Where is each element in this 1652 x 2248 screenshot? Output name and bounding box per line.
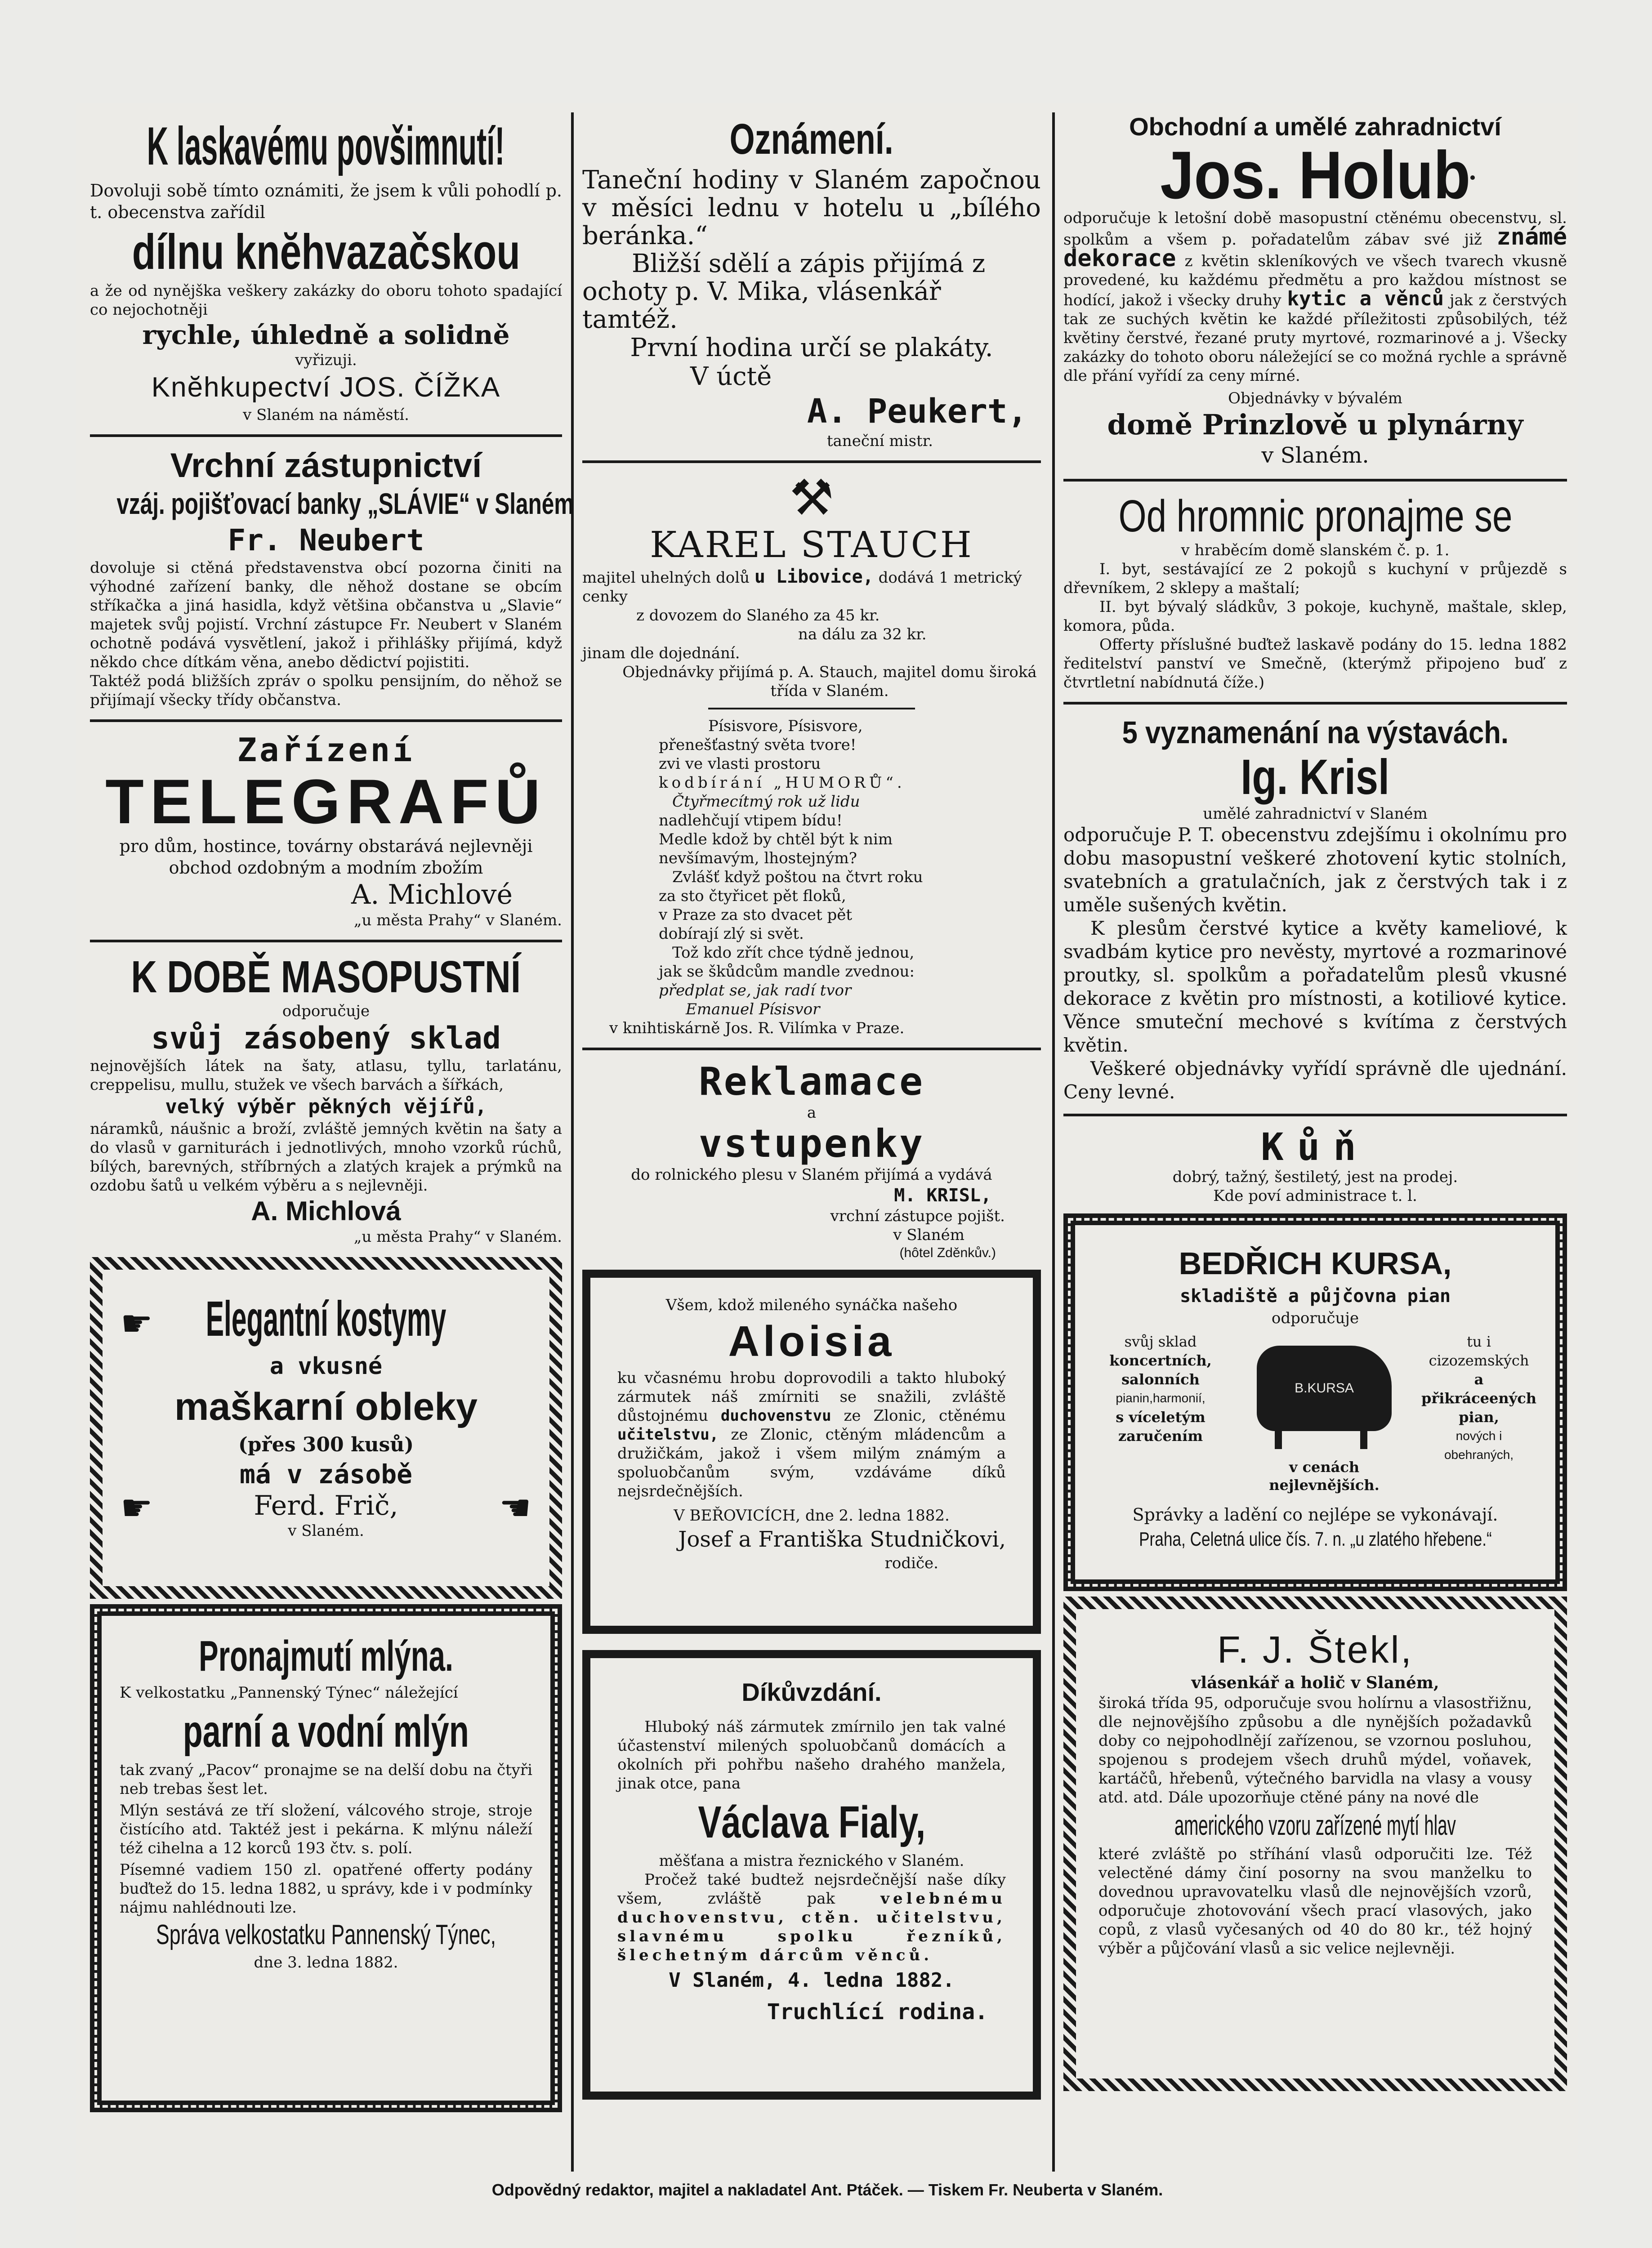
ad-stauch-text1b: dodává 1 metrický cenky xyxy=(582,569,1022,606)
column-2 xyxy=(582,103,1041,2100)
ad-cizek-title: K laskavému povšimnutí! xyxy=(147,116,505,176)
ad-peukert-title: Oznámení. xyxy=(729,115,894,163)
ad-holub-text: odporučuje k letošní době masopustní ctěnému obecenstvu, sl. spolkům a všem p. pořadatelům zábav své již xyxy=(1063,209,1567,249)
ad-neubert-subtitle: vzáj. pojišťovací banky „SLÁVIE“ v Slaném xyxy=(116,487,574,520)
ad-krisl-tickets-name: M. KRISL, xyxy=(894,1185,991,1206)
ad-kursa-name: BEDŘICH KURSA, xyxy=(1179,1246,1452,1281)
pointing-hand-icon: ☛ xyxy=(499,1487,531,1529)
ad-fialy-name: Václava Fialy, xyxy=(698,1797,925,1847)
ad-holub-place: v Slaném. xyxy=(1261,443,1369,468)
divider xyxy=(582,1048,1041,1050)
poem-line: Čtyřmecítmý rok už lidu xyxy=(672,793,860,811)
poem-line: v knihtiskárně Jos. R. Vilímka v Praze. xyxy=(609,1019,905,1037)
ad-fialy-signature: Truchlící rodina. xyxy=(767,1999,988,2025)
poem-line: zvi ve vlasti prostoru xyxy=(659,755,821,773)
ad-telegraf xyxy=(90,732,562,930)
ad-cizek-place: v Slaném na náměstí. xyxy=(243,406,409,424)
poem-line: předplat se, jak radí tvor xyxy=(659,981,852,999)
ad-krisl-tickets-text: do rolnického plesu v Slaném přijímá a vydává xyxy=(631,1166,992,1184)
ad-telegraf-name: A. Michlové xyxy=(351,879,513,910)
ad-telegraf-text: pro dům, hostince, továrny obstarává nejlevněji obchod ozdobným a modním zbožím xyxy=(119,836,533,878)
ad-fric-sub: a vkusné xyxy=(269,1353,383,1380)
ad-hromnic-offers: Offerty příslušné buďtež laskavě podány do 15. ledna 1882 ředitelství panství ve Smečně, (kterýmž připojeno buď z čtvrtletní nabídnutá číže.) xyxy=(1063,636,1567,691)
poem-line: za sto čtyřicet pět floků, xyxy=(659,887,846,905)
ad-kursa xyxy=(1063,1213,1567,1591)
ad-kun-text: dobrý, tažný, šestiletý, jest na prodej. xyxy=(1172,1168,1458,1186)
ad-krisl-flowers-text3: Veškeré objednávky vyřídí správně dle ujednání. Ceny levné. xyxy=(1063,1057,1567,1103)
ad-kursa-rec: odporučuje xyxy=(1271,1309,1359,1327)
divider xyxy=(582,460,1041,463)
divider xyxy=(1063,479,1567,482)
poem-line: jak se škůdcům mandle zvednou: xyxy=(659,963,915,981)
ad-krisl-tickets-hotel: (hôtel Zděnkův.) xyxy=(899,1245,996,1260)
poem-line: Tož kdo zřít chce týdně jednou, xyxy=(672,944,915,962)
ad-stauch-price1: z dovozem do Slaného za 45 kr. xyxy=(636,607,880,624)
ad-peukert-name: A. Peukert, xyxy=(807,392,1027,431)
ad-kursa-right3: nových i obehraných, xyxy=(1444,1429,1514,1462)
ad-aloisia-text3: ze Zlonic, ctěným mládencům a družičkám, jakož i všem milým známým a spoluobčanům svým, vzdáváme díků nejsrdečnějších. xyxy=(617,1426,1006,1500)
ad-telegraf-place: „u města Prahy“ v Slaném. xyxy=(353,911,562,929)
ad-holub-text2: z květin skleníkových ve všech tvarech vkusně provedené, ku každému předmětu a pro každou místnost se hodící, jakož i všecky druhy xyxy=(1063,252,1567,309)
poem-line: dobírají zlý si svět. xyxy=(659,925,804,943)
ad-stauch-price2: na dálu za 32 kr. xyxy=(798,625,927,643)
ad-poem xyxy=(582,717,1041,1038)
ad-masopust-text: nejnovějších látek na šaty, atlasu, tyllu, tarlatánu, creppelisu, mullu, stužek ve všech barvách a šířkách, xyxy=(90,1057,562,1094)
ad-stekl-text2: které zvláště po stříhání vlasů odporučiti lze. Též velectěné dámy činí posorny na svou manželku to dovednou upravovatelku vlasů dle nejnovějších vzorů, odporučuje zhotovování všech prací vlasových, jako copů, z vlasů vyčesaných od 40 do 80 kr., též hojný výběr a půjčování vlasů a sic velice nejlevněji. xyxy=(1098,1845,1532,1958)
ad-stauch-text3: Objednávky přijímá p. A. Stauch, majitel domu široká třída v Slaném. xyxy=(622,663,1037,700)
ad-aloisia-text2: ze Zlonic, ctěnému xyxy=(844,1407,1006,1425)
divider xyxy=(90,434,562,437)
ad-masopust-title: K DOBĚ MASOPUSTNÍ xyxy=(131,952,521,1002)
ad-kun-title: Kůň xyxy=(1261,1125,1370,1169)
ad-fric xyxy=(90,1257,562,1599)
ad-mlyn-text4: Písemné vadiem 150 zl. opatřené offerty podány buďtež do 15. ledna 1882, u správy, kde i v podmínky nájmu nahlédnouti lze. xyxy=(120,1861,532,1917)
ad-masopust xyxy=(90,952,562,1246)
ad-aloisia-emph2: učitelstvu, xyxy=(617,1426,719,1444)
divider xyxy=(1063,702,1567,705)
ad-kursa-left2: koncertních, salonních xyxy=(1109,1352,1212,1388)
ad-hromnic-item1: I. byt, sestávající ze 2 pokojů s kuchyní v průjezdě s dřevníkem, 2 sklepy a maštalí; xyxy=(1063,560,1567,597)
ad-stekl-name: F. J. Štekl, xyxy=(1217,1628,1413,1671)
ad-stekl-headline: amerického vzoru zařízené mytí hlav xyxy=(1174,1810,1456,1841)
ad-holub-kicker: Obchodní a umělé zahradnictví xyxy=(1129,112,1501,141)
ad-fialy-date: V Slaném, 4. ledna 1882. xyxy=(669,1969,955,1992)
ad-mlyn-signature: Správa velkostatku Pannenský Týnec, xyxy=(156,1919,496,1950)
ad-fialy-title: Díkůvzdání. xyxy=(741,1678,882,1706)
poem-line: přenešťastný světa tvore! xyxy=(659,736,857,754)
ad-krisl-flowers xyxy=(1063,714,1567,1104)
ad-aloisia-name: Aloisia xyxy=(728,1317,895,1365)
poem-line: nevšímavým, lhostejným? xyxy=(659,849,857,867)
ad-stauch xyxy=(582,469,1041,700)
ad-hromnic-title: Od hromnic pronajme se xyxy=(1118,491,1512,541)
ad-cizek-headline: dílnu knĕhvazačskou xyxy=(132,224,520,280)
ad-masopust-name: A. Michlová xyxy=(251,1196,401,1226)
ad-stekl xyxy=(1063,1597,1567,2091)
ad-kursa-price: v cenách nejlevnějších. xyxy=(1269,1459,1380,1494)
ad-kursa-piano-label: B.KURSA xyxy=(1295,1381,1354,1396)
column-rule-left xyxy=(571,112,574,2172)
ad-krisl-tickets-headline: vstupenky xyxy=(699,1121,924,1166)
column-3 xyxy=(1063,103,1567,2091)
ad-kursa-left4: s víceletým zaručením xyxy=(1116,1409,1206,1445)
ad-peukert-regards: V úctě xyxy=(690,362,772,391)
ad-fric-count: (přes 300 kusů) xyxy=(238,1433,414,1456)
column-rule-right xyxy=(1052,112,1055,2172)
ad-fric-title: Elegantní kostymy xyxy=(205,1291,446,1347)
piano-icon xyxy=(1257,1346,1392,1431)
ad-peukert-text: Taneční hodiny v Slaném započnou v měsíci lednu v hotelu u „bílého beránka.“ xyxy=(582,165,1041,250)
ad-cizek-text2: a že od nynějška veškery zakázky do oboru tohoto spadající co nejochotněji xyxy=(90,282,562,319)
imprint-footer: Odpovědný redaktor, majitel a nakladatel Ant. Ptáček. — Tiskem Fr. Neuberta v Slaném. xyxy=(491,2181,1163,2199)
ad-peukert-text2: Bližší sdělí a zápis přijímá z ochoty p. V. Mika, vlásenkář tamtéž. xyxy=(582,249,986,334)
ad-fric-name: Ferd. Frič, xyxy=(254,1490,398,1521)
ad-holub-orders: Objednávky v bývalém xyxy=(1228,389,1402,407)
divider xyxy=(1063,1114,1567,1116)
ad-telegraf-title1: Zařízení xyxy=(237,731,415,769)
ad-neubert-name: Fr. Neubert xyxy=(228,523,424,558)
pointing-hand-icon: ☛ xyxy=(121,1487,153,1529)
ad-fialy-emph: velebnému duchovenstvu, ctěn. učitelstvu, slavnému spolku řezníků, šlechetným dárcům věnců. xyxy=(617,1890,1006,1964)
ad-mlyn-text1: K velkostatku „Pannenský Týnec“ náležející xyxy=(120,1684,458,1702)
ad-krisl-tickets-role: vrchní zástupce pojišt. xyxy=(830,1207,1005,1225)
ad-neubert-text: dovoluje si ctěná představenstva obcí pozorna činiti na výhodné zařízení banky, dle něhož dostane se obcím stříkačka a jiná hasidla, když většina občanstva u „Slavie“ majetek svůj pojistí. Vrchní zástupce Fr. Neubert v Slaném ochotně podává vysvětlení, jakož i přihlášky přijímá, když někdo chce dítkám věna, anebo dědictví pojistiti. xyxy=(90,559,562,671)
ad-stekl-text: široká třída 95, odporučuje svou holírnu a vlasostřižnu, dle nejnovějšího způsobu a dle nynějších požadavků doby co nejpohodlnějí zařízenou, se vzornou posluhou, spojenou s prodejem všech druhů mýdel, voňavek, kartáčů, hřebenů, výtečného barvidla na vlasy a vousy atd. atd. Dále upozorňuje ctěné pány na nové dle xyxy=(1098,1694,1532,1806)
ad-krisl-tickets-place: v Slaném xyxy=(893,1226,964,1244)
divider xyxy=(708,708,915,709)
ad-peukert xyxy=(582,103,1041,450)
ad-kursa-right2: a přikráceených pian, xyxy=(1421,1371,1536,1426)
ad-krisl-tickets xyxy=(582,1060,1041,1262)
poem-line: Medle kdož by chtěl být k nim xyxy=(659,830,893,848)
ad-neubert-text2: Taktéž podá bližších zpráv o spolku pensijním, do něhož se přijímají všecky třídy občanstva. xyxy=(90,672,562,709)
ad-cizek-emph: rychle, úhledně a solidně xyxy=(142,320,510,350)
ad-peukert-role: taneční mistr. xyxy=(826,432,933,450)
ad-krisl-flowers-name: Ig. Krisl xyxy=(1241,749,1390,805)
ad-kursa-sub: skladiště a půjčovna pian xyxy=(1179,1286,1451,1307)
ad-masopust-place: „u města Prahy“ v Slaném. xyxy=(353,1228,562,1246)
ad-krisl-flowers-sub: umělé zahradnictví v Slaném xyxy=(1203,805,1428,823)
ad-aloisia-role: rodiče. xyxy=(884,1554,938,1572)
ad-hromnic-item2: II. byt bývalý sládkův, 3 pokoje, kuchyně, maštale, sklep, komora, půda. xyxy=(1063,598,1567,635)
ad-fric-place: v Slaném. xyxy=(288,1522,364,1540)
hammer-and-pick-icon: ⚒ xyxy=(789,469,834,526)
ad-stauch-title: KAREL STAUCH xyxy=(650,524,973,566)
poem-line: Zvlášť když poštou na čtvrt roku xyxy=(672,868,923,886)
ad-aloisia-emph1: duchovenstvu xyxy=(720,1407,831,1425)
ad-aloisia-intro: Všem, kdož mileného synáčka našeho xyxy=(665,1296,958,1314)
ad-holub-text3: jak z čerstvých tak ze suchých květin ke každé příležitosti způsobilých, též květiny čerstvé, řezané pruty myrtové, rozmarinové a j. Všecky zakázky do tohoto oboru náležející se co možná rychle a správně dle přání vyřídí za ceny mírné. xyxy=(1063,291,1567,385)
poem-line: nadlehčují vtipem bídu! xyxy=(659,812,843,830)
ad-cizek-signature: Knĕhkupectví JOS. ČÍŽKA xyxy=(151,372,501,403)
ad-masopust-sub: odporučuje xyxy=(282,1002,370,1020)
ad-fric-headline: maškarní obleky xyxy=(174,1385,478,1428)
ad-neubert-title: Vrchní zástupnictví xyxy=(170,446,482,485)
column-1 xyxy=(90,103,574,2112)
ad-masopust-emph: velký výběr pěkných vějířů, xyxy=(165,1095,487,1118)
ad-holub xyxy=(1063,103,1567,469)
ad-kursa-repairs: Správky a ladění co nejlépe se vykonávají. xyxy=(1132,1505,1498,1525)
ad-krisl-flowers-text: odporučuje P. T. obecenstvu zdejšímu i okolnímu pro dobu masopustní veškeré zhotovení kytic stolních, svatebních a gratulačních, jak z čerstvých tak i z uměle sušených květin. xyxy=(1063,824,1567,916)
ad-krisl-tickets-title: Reklamace xyxy=(699,1059,924,1104)
ad-fric-stock: má v zásobě xyxy=(239,1459,413,1490)
ad-mlyn-text3: Mlýn sestává ze tří složení, válcového stroje, stroje čistícího atd. Taktéž jest i pekárna. K mlýnu náleží též cihelna a 12 korců 193 čtv. s. polí. xyxy=(120,1802,532,1857)
ad-cizek xyxy=(90,103,562,424)
newspaper-page xyxy=(76,103,1578,2248)
ad-cizek-text1: Dovoluji sobě tímto oznámiti, že jsem k vůli pohodlí p. t. obecenstva zařídil xyxy=(90,181,562,222)
ad-kun xyxy=(1063,1126,1567,1205)
ad-aloisia xyxy=(582,1270,1041,1634)
ad-kun-text2: Kde poví administrace t. l. xyxy=(1213,1187,1417,1205)
ad-neubert xyxy=(90,446,574,709)
pointing-hand-icon: ☛ xyxy=(121,1302,153,1344)
ad-peukert-text3: První hodina určí se plakáty. xyxy=(630,333,993,362)
poem-line: kodbírání „HUMORŮ“. xyxy=(659,774,906,792)
ad-stauch-text1: majitel uhelných dolů xyxy=(582,569,750,587)
ad-holub-emph2: kytic a věnců xyxy=(1287,287,1444,310)
divider xyxy=(90,719,562,722)
ad-mlyn xyxy=(90,1604,562,2112)
ad-aloisia-signature: Josef a Františka Studničkovi, xyxy=(678,1527,1006,1552)
ad-stekl-role: vlásenkář a holič v Slaném, xyxy=(1191,1673,1439,1692)
ad-mlyn-headline: parní a vodní mlýn xyxy=(183,1706,469,1757)
poem-line: Písisvore, Písisvore, xyxy=(708,717,863,735)
ad-krisl-flowers-text2: K plesům čerstvé kytice a květy kameliové, k svadbám kytice pro nevěsty, myrtové a rozmarinové proutky, sl. spolkům a pořadatelům plesů vkusné dekorace z květin pro místnosti, a kotiliové kytice. Věnce smuteční mechové s kvítíma z čerstvých květin. xyxy=(1063,917,1567,1056)
ad-telegraf-title2: TELEGRAFŮ xyxy=(105,766,547,837)
ad-kursa-left1: svůj sklad xyxy=(1124,1333,1197,1350)
ad-kursa-address: Praha, Celetná ulice čís. 7. n. „u zlatého hřebene.“ xyxy=(1139,1528,1492,1550)
ad-holub-emph: známé dekorace xyxy=(1063,223,1567,272)
ad-hromnic xyxy=(1063,491,1567,692)
ad-fialy-role: měšťana a mistra řeznického v Slaném. xyxy=(659,1852,964,1870)
ad-stauch-text2: jinam dle dojednání. xyxy=(582,644,740,662)
ad-cizek-text3: vyřizuji. xyxy=(295,351,357,369)
ad-aloisia-text: ku včasnému hrobu doprovodili a takto hluboký zármutek náš zmírniti se snažili, zvláště důstojnému xyxy=(617,1369,1006,1425)
ad-mlyn-date: dne 3. ledna 1882. xyxy=(254,1954,398,1971)
ad-hromnic-text: v hraběcím domě slanském č. p. 1. xyxy=(1181,541,1450,559)
ad-mlyn-title: Pronajmutí mlýna. xyxy=(199,1632,453,1680)
ad-masopust-headline: svůj zásobený sklad xyxy=(151,1021,501,1056)
ad-kursa-left3: pianin,harmonií, xyxy=(1116,1391,1206,1405)
ad-aloisia-date: V BEŘOVICÍCH, dne 2. ledna 1882. xyxy=(674,1507,950,1525)
ad-kursa-right1: tu i cizozemských xyxy=(1429,1333,1529,1369)
divider xyxy=(90,940,562,942)
ad-fialy-text: Hluboký náš zármutek zmírnilo jen tak valné účastenství milených spoluobčanů domácích a okolních při pohřbu našeho drahého manžela, jinak otce, pana xyxy=(617,1718,1006,1793)
poem-line: v Praze za sto dvacet pět xyxy=(659,906,853,924)
poem-line: Emanuel Písisvor xyxy=(686,1000,820,1018)
ad-fialy-text2: Pročež také budtež nejsrdečnější naše díky všem, zvláště pak xyxy=(617,1871,1006,1908)
ad-krisl-tickets-sub: a xyxy=(807,1104,817,1122)
ad-masopust-text2: náramků, náušnic a broží, zvláště jemných květin na šaty a do vlasů v garniturách i jednotlivých, mnoho vzorků rúchů, bílých, barevných, stříbrných a zlatých krajek a prýmků na ozdobu šatů u velkém výběru a s nejlevněji. xyxy=(90,1120,562,1195)
ad-mlyn-text2: tak zvaný „Pacov“ pronajme se na delší dobu na čtyři neb trebas šest let. xyxy=(120,1761,532,1798)
ad-krisl-flowers-title: 5 vyznamenání na výstavách. xyxy=(1122,715,1509,750)
ad-holub-name: Jos. Holub xyxy=(1160,137,1471,213)
ad-fialy xyxy=(582,1650,1041,2100)
ad-holub-house: domě Prinzlově u plynárny xyxy=(1107,408,1523,441)
ad-stauch-place: u Libovice, xyxy=(754,566,874,587)
